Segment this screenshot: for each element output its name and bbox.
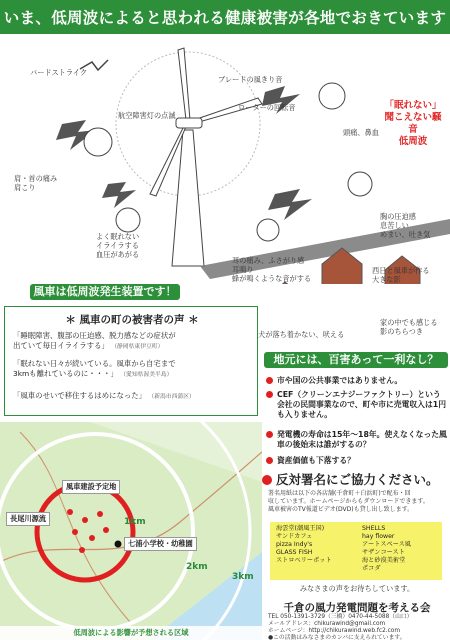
red-callout (382, 92, 444, 152)
project-site-label: 風車建設予定地 (62, 480, 120, 494)
turbine-sites (67, 509, 109, 553)
person-sleepless (116, 208, 140, 232)
km1-label: 1km (124, 517, 146, 527)
label-shadow-1: 家の中でも感じる (380, 318, 438, 327)
source-label: 長尾川源流 (6, 512, 50, 526)
label-chest-pressure: 胸の圧迫感 (380, 212, 416, 221)
shop-item: SHELLS (362, 525, 386, 532)
shop-item: サンドカフェ (276, 533, 313, 540)
thanks-text: みなさまの声をお待ちしています。 (299, 584, 415, 593)
quote-2-line2: 3kmも離れているのに・・・」 （愛知県渥美半島） (13, 369, 173, 378)
label-neck-pain: 肩・首の痛み (14, 174, 58, 183)
shop-item: ポコダ (362, 565, 381, 572)
label-blade-sound: ブレードの風きり音 (218, 75, 283, 84)
label-sleep-1: よく眠れない (96, 232, 140, 241)
label-headache: 頭痛、鼻血 (343, 128, 379, 137)
lightning-icon (268, 189, 312, 220)
red-callout-line2: 聞こえない騒音 (384, 112, 442, 135)
shop-item: hay flower (362, 533, 395, 540)
org-mail[interactable]: メールアドレス：chikurawind@gmail.com (268, 621, 386, 627)
label-shadow-2: 影のちらつき (380, 327, 424, 336)
signature-body-2: 収しています。ホームページからもダウンロードできます。 (268, 498, 429, 505)
red-callout-line1: 「眠れない」 (384, 100, 442, 111)
lightning-icon (102, 182, 136, 208)
quote-2-line1: 「眠れない日々が続いている。風車から自宅まで (13, 359, 176, 368)
turbine-blade (178, 48, 190, 120)
shop-item: 海雲堂(潮風王国) (276, 525, 325, 532)
victims-title: ＊ 風車の町の被害者の声 ＊ (65, 314, 199, 326)
shop-item: GLASS FISH (276, 549, 313, 556)
bullet-icon (266, 377, 273, 384)
signature-title: 反対署名にご協力ください。 (262, 470, 450, 488)
benefits-banner: 地元には、百害あって一利なし？ (264, 352, 448, 368)
radius-1km-circle (37, 484, 133, 580)
label-sleep-3: 血圧があがる (96, 250, 140, 259)
quote-1-line2: 出ていて毎日イライラする」 （静岡県東伊豆町） (13, 341, 164, 350)
label-breathing: 息苦しい (380, 221, 409, 230)
org-tel: TEL 050-1391-3729（三橋）0470-44-5088（山口） (268, 614, 413, 620)
bullet-icon (266, 391, 273, 398)
quote-3-source: （新潟市西蒲区） (148, 394, 195, 400)
shops-box (270, 522, 442, 580)
label-dizzy: めまい、吐き気 (380, 230, 431, 239)
km3-label: 3km (232, 572, 254, 582)
shop-item: サザンコースト (362, 549, 405, 556)
label-rotor-sound: ローターの回転音 (238, 103, 296, 112)
signature-body-1: 署名用紙は以下の各店舗(千倉町＋白浜町)で配布・回 (268, 490, 411, 497)
red-callout-line3: 低周波 (398, 136, 428, 147)
quote-3-line1: 「風車のせいで移住するはめになった」 （新潟市西蒲区） (13, 391, 195, 400)
label-westwind-1: 西日と風車が作る (372, 266, 430, 275)
radius-2km-circle (0, 434, 193, 630)
person-chest (348, 172, 372, 196)
bullet-icon (266, 431, 273, 438)
quote-3 (13, 391, 257, 402)
map-caption-text: 低周波による影響が予想される区域 (73, 628, 189, 637)
land-shade (90, 422, 262, 482)
map-caption (0, 626, 262, 640)
label-shoulder: 肩こり (14, 183, 36, 192)
impact-map (0, 422, 262, 640)
shop-item: pizza Indy's (276, 541, 313, 548)
label-aviation-light: 航空障害灯の点滅 (118, 111, 176, 120)
org-web[interactable]: ホームページ：http://chikurawind.web.fc2.com (268, 628, 400, 634)
org-name: 千倉の風力発電問題を考える会 (283, 602, 431, 614)
person-neck-pain (84, 128, 112, 156)
red-dot-icon (262, 475, 272, 485)
page-title: いま、低周波によると思われる健康被害が各地でおきています (3, 9, 447, 27)
person-headache (319, 83, 345, 109)
shop-item: 海と砂漠美術堂 (362, 557, 406, 564)
label-ear-2: 耳鳴り (232, 265, 254, 274)
school-marker (115, 541, 122, 548)
quote-1-line1: 「睡眠障害、腹部の圧迫感、脱力感などの症状が (13, 331, 176, 340)
label-ear-1: 耳の痛み、ふさがり感 (232, 256, 305, 265)
label-westwind-2: 大きな影 (372, 275, 401, 284)
km2-label: 2km (186, 562, 208, 572)
label-bird-strike: バードストライク (30, 68, 88, 77)
shop-item: アートスペース風 (362, 541, 411, 548)
turbine-tower (172, 130, 204, 266)
infrasound-banner: 風車は低周波発生装置です！ (30, 284, 180, 300)
quote-1-source: （静岡県東伊豆町） (111, 344, 164, 350)
label-ear-3: 蜂が鳴くような音がする (232, 274, 312, 283)
quote-2 (13, 359, 257, 380)
person-ear (257, 219, 279, 241)
org-note: ●この活動はみなさまのカンパに支えられています。 (268, 635, 406, 640)
map-svg (0, 422, 262, 640)
victims-box (4, 306, 258, 416)
label-sleep-2: イライラする (96, 241, 139, 250)
shop-item: ストロベリーポット (276, 557, 332, 564)
signature-body-3: 風車被害のTV報道ビデオ(DVD)も貸し出し致します。 (268, 506, 414, 513)
school-label: 七浦小学校・幼稚園 (124, 537, 197, 551)
quote-1 (13, 331, 257, 352)
label-dog: 犬が落ち着かない、吠える (258, 330, 345, 339)
bullet-icon (266, 457, 273, 464)
quote-2-source: （愛知県渥美半島） (120, 372, 173, 378)
turbine-nacelle (176, 118, 202, 128)
